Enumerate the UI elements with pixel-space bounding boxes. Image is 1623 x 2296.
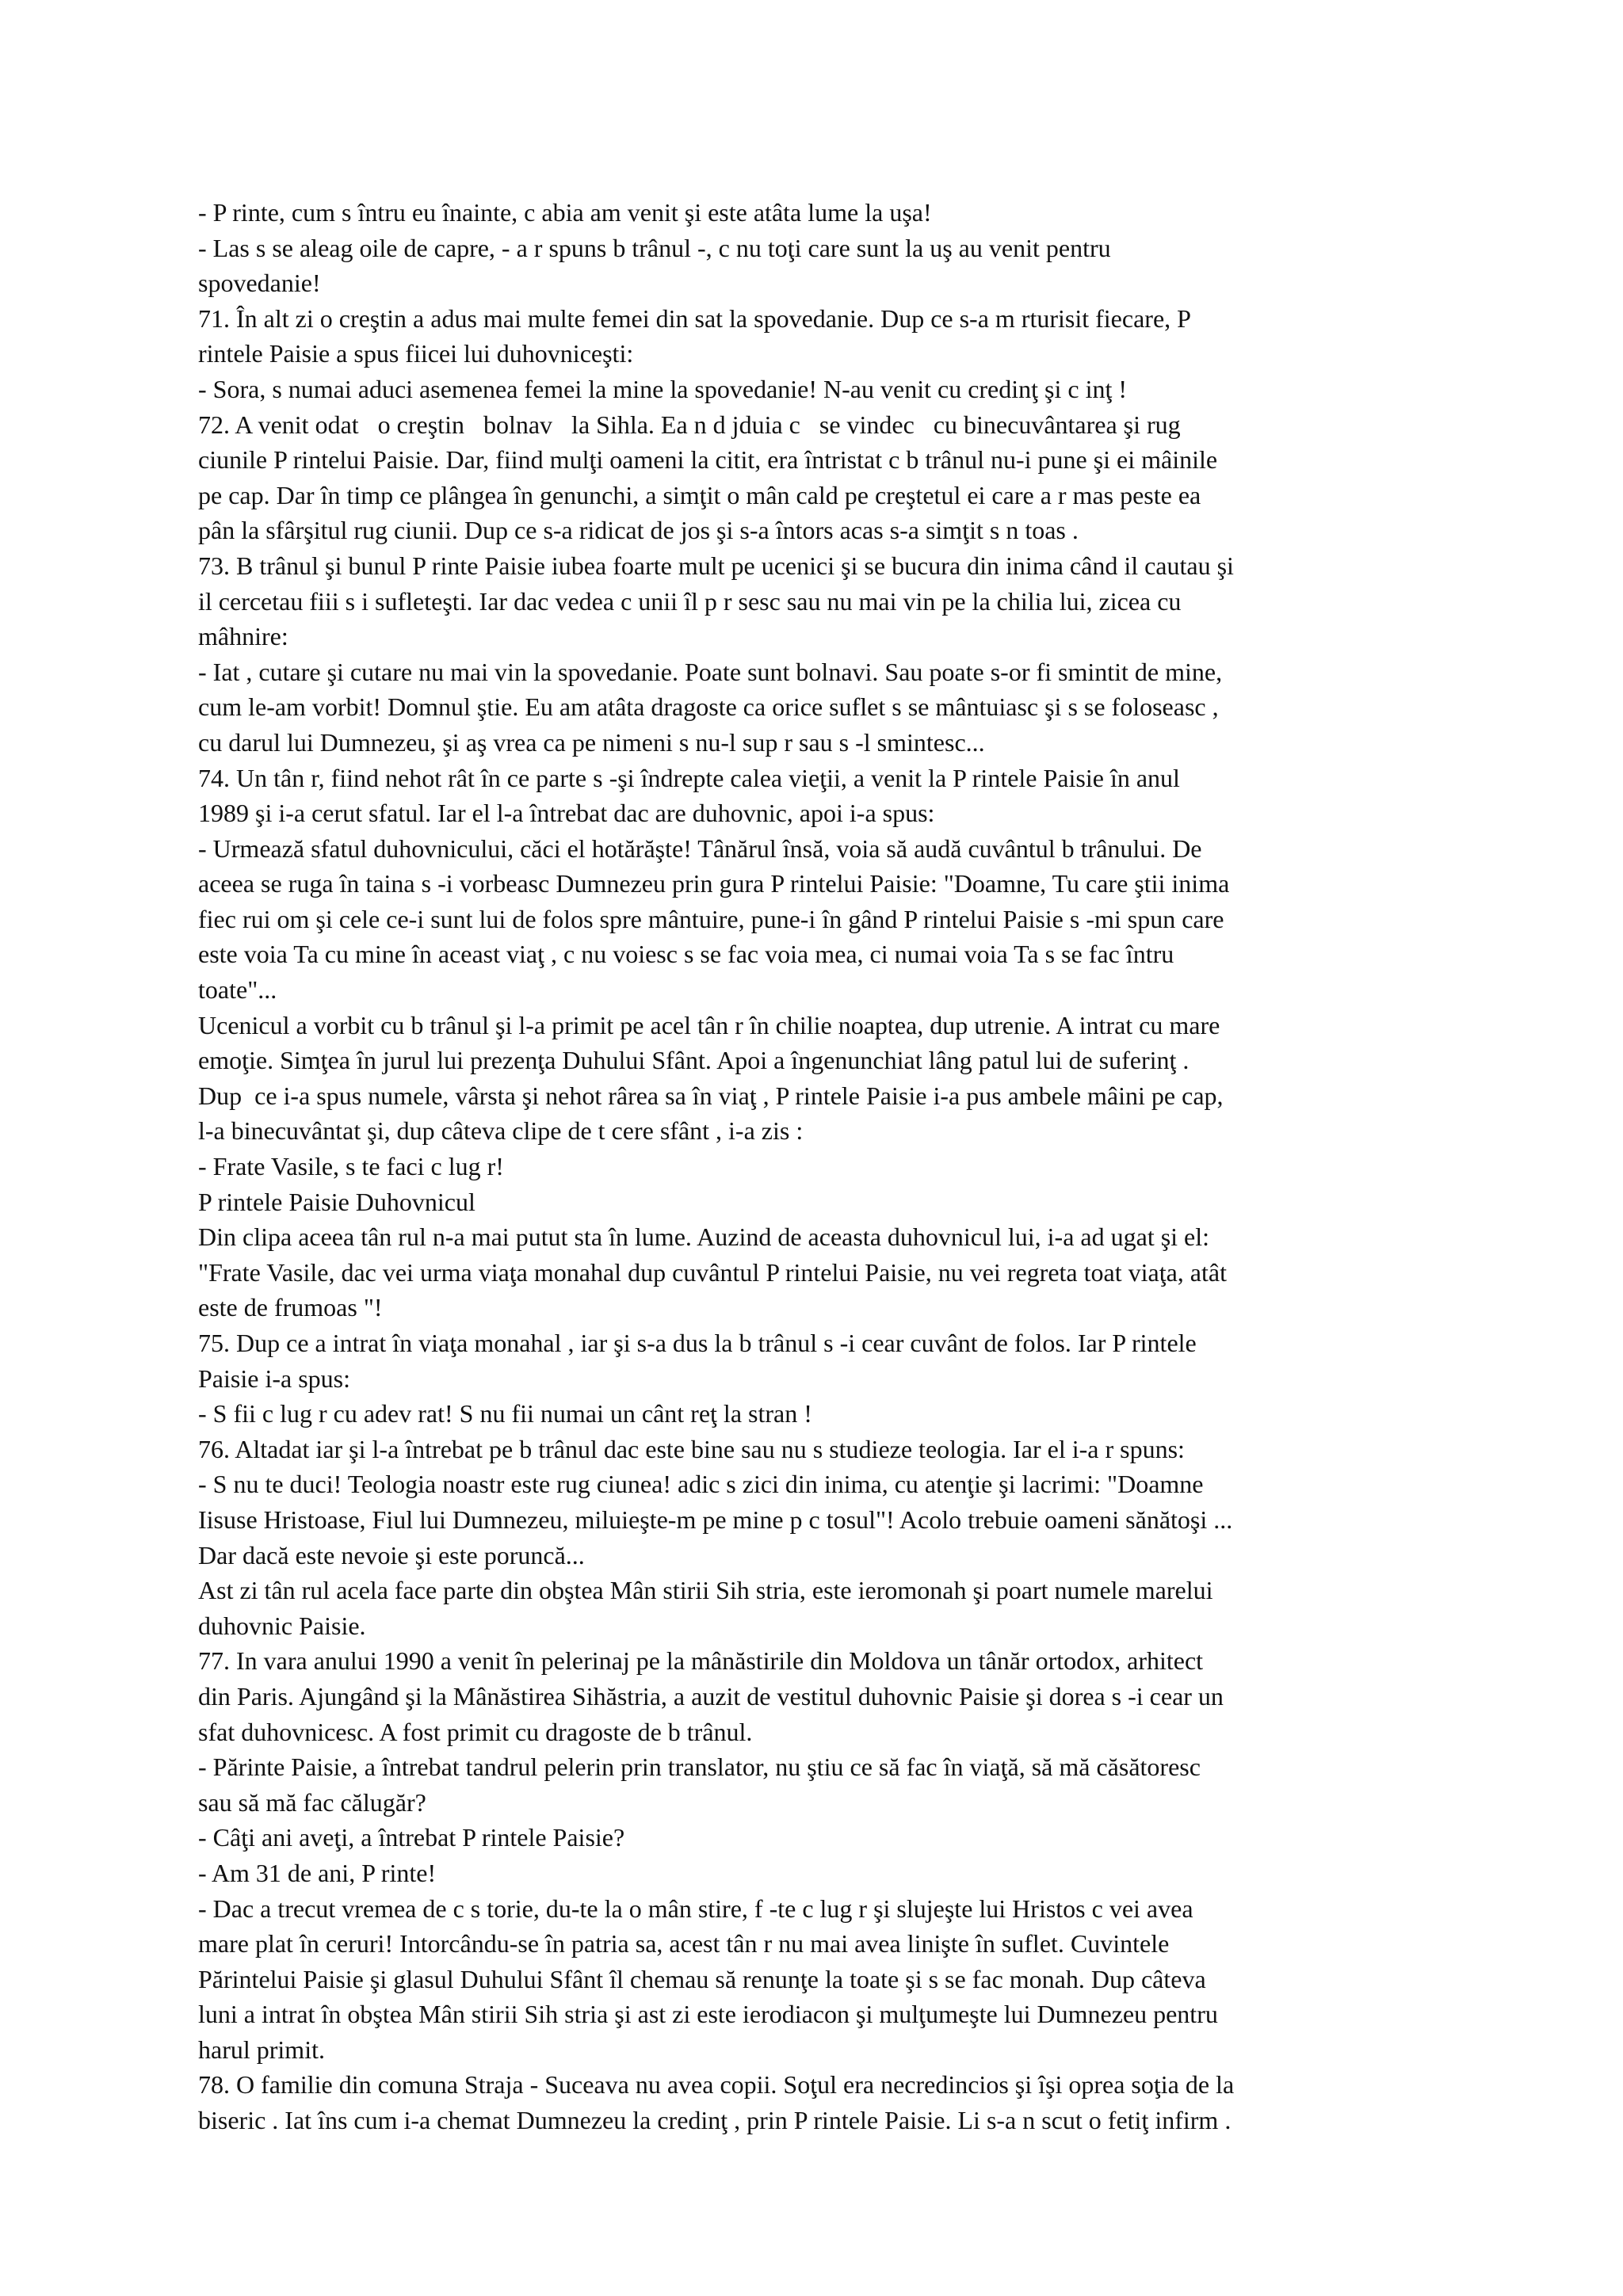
text-line: - Am 31 de ani, P rinte! [198,1858,437,1887]
text-line: - Sora, s numai aduci asemenea femei la mine la spovedanie! N-au venit cu credinţ şi c inţ ! [198,374,1128,403]
text-line: sfat duhovnicesc. A fost primit cu dragoste de b trânul. [198,1717,753,1746]
text-line: sau să mă fac călugăr? [198,1787,426,1817]
text-line: spovedanie! [198,269,321,298]
text-line: luni a intrat în obştea Mân stirii Sih stria şi ast zi este ierodiacon şi mulţumeşte lui Dumnezeu pentru [198,2000,1218,2029]
text-line: pe cap. Dar în timp ce plângea în genunchi, a simţit o mân cald pe creştetul ei care a r mas peste ea [198,480,1201,509]
text-line: Din clipa aceea tân rul n-a mai putut sta în lume. Auzind de aceasta duhovnicul lui, i-a ad ugat şi el: [198,1222,1210,1252]
text-line: aceea se ruga în taina s -i vorbeasc Dumnezeu prin gura P rintelui Paisie: "Doamne, Tu care ştii inima [198,869,1230,898]
text-line: il cercetau fiii s i sufleteşti. Iar dac vedea c unii îl p r sesc sau nu mai vin pe la chilia lui, zicea cu [198,586,1182,616]
text-line: pân la sfârşitul rug ciunii. Dup ce s-a ridicat de jos şi s-a întors acas s-a simţit s n toas . [198,516,1079,545]
text-line: 78. O familie din comuna Straja - Suceava nu avea copii. Soţul era necredincios şi îşi oprea soţia de la [198,2070,1235,2100]
text-line: Paisie i-a spus: [198,1363,350,1393]
text-line: duhovnic Paisie. [198,1611,366,1640]
text-line: "Frate Vasile, dac vei urma viaţa monahal dup cuvântul P rintelui Paisie, nu vei regreta toat viaţa, atât [198,1257,1227,1287]
text-line: 75. Dup ce a intrat în viaţa monahal , iar şi s-a dus la b trânul s -i cear cuvânt de folos. Iar P rintele [198,1329,1197,1357]
text-line: - S fii c lug r cu adev rat! S nu fii numai un cânt reţ la stran ! [198,1399,812,1428]
text-line: - Câţi ani aveţi, a întrebat P rintele Paisie? [198,1823,625,1852]
text-line: 73. B trânul şi bunul P rinte Paisie iubea foarte mult pe ucenici şi se bucura din inima când il cautau şi [198,551,1234,580]
text-line: harul primit. [198,2035,325,2064]
text-line: Ucenicul a vorbit cu b trânul şi l-a primit pe acel tân r în chilie noaptea, dup utrenie. A intrat cu mare [198,1010,1220,1039]
text-line: - Dac a trecut vremea de c s torie, du-te la o mân stire, f -te c lug r şi slujeşte lui Hristos c vei avea [198,1894,1193,1923]
document-page [198,195,1482,2138]
text-line: toate"... [198,975,277,1005]
text-line: 77. In vara anului 1990 a venit în pelerinaj pe la mânăstirile din Moldova un tânăr ortodox, arhitect [198,1646,1204,1676]
text-line: - Frate Vasile, s te faci c lug r! [198,1152,504,1181]
text-line: mare plat în ceruri! Intorcându-se în patria sa, acest tân r nu mai avea linişte în suflet. Cuvintele [198,1929,1170,1958]
text-line: - S nu te duci! Teologia noastr este rug ciunea! adic s zici din inima, cu atenţie şi lacrimi: "Doamne [198,1470,1204,1499]
text-line: 76. Altadat iar şi l-a întrebat pe b trânul dac este bine sau nu s studieze teologia. Iar el i-a r spuns: [198,1434,1185,1463]
text-line: Ast zi tân rul acela face parte din obştea Mân stirii Sih stria, este ieromonah şi poart numele marelui [198,1576,1213,1605]
text-line: - Urmează sfatul duhovnicului, căci el hotărăşte! Tânărul însă, voia să audă cuvântul b trânului. De [198,833,1202,863]
text-line: - Las s se aleag oile de capre, - a r spuns b trânul -, c nu toţi care sunt la uş au venit pentru [198,233,1111,262]
text-line: P rintele Paisie Duhovnicul [198,1187,475,1216]
text-line: - Părinte Paisie, a întrebat tandrul pelerin prin translator, nu ştiu ce să fac în viaţă, să mă căsătoresc [198,1753,1201,1782]
text-line: Dar dacă este nevoie şi este poruncă... [198,1540,585,1569]
text-line: rintele Paisie a spus fiicei lui duhovniceşti: [198,339,634,368]
text-line: Dup ce i-a spus numele, vârsta şi nehot rârea sa în viaţ , P rintele Paisie i-a pus ambele mâini pe cap, [198,1081,1224,1110]
text-line: 72. A venit odat o creştin bolnav la Sihla. Ea n d jduia c se vindec cu binecuvântarea şi rug [198,410,1181,439]
text-line: - P rinte, cum s întru eu înainte, c abia am venit şi este atâta lume la uşa! [198,198,932,227]
text-line: este voia Ta cu mine în aceast viaţ , c nu voiesc s se fac voia mea, ci numai voia Ta s se fac întru [198,940,1174,969]
text-line: din Paris. Ajungând şi la Mânăstirea Sihăstria, a auzit de vestitul duhovnic Paisie şi dorea s -i cear un [198,1681,1224,1711]
text-line: - Iat , cutare şi cutare nu mai vin la spovedanie. Poate sunt bolnavi. Sau poate s-or fi smintit de mine, [198,657,1223,686]
text-line: mâhnire: [198,622,288,651]
text-line: ciunile P rintelui Paisie. Dar, fiind mulţi oameni la citit, era întristat c b trânul nu-i pune şi ei mâinile [198,445,1218,475]
text-line: este de frumoas "! [198,1293,383,1322]
text-line: 74. Un tân r, fiind nehot rât în ce parte s -şi îndrepte calea vieţii, a venit la P rintele Paisie în anul [198,763,1180,792]
text-line: Părintelui Paisie şi glasul Duhului Sfânt îl chemau să renunţe la toate şi s se fac monah. Dup câteva [198,1964,1206,1993]
text-line: fiec rui om şi cele ce-i sunt lui de folos spre mântuire, pune-i în gând P rintelui Paisie s -mi spun care [198,904,1224,933]
text-line: Iisuse Hristoase, Fiul lui Dumnezeu, miluieşte-m pe mine p c tosul"! Acolo trebuie oameni sănătoşi ... [198,1505,1233,1534]
text-line: cum le-am vorbit! Domnul ştie. Eu am atâta dragoste ca orice suflet s se mântuiasc şi s se foloseasc , [198,692,1219,722]
text-line: 71. În alt zi o creştin a adus mai multe femei din sat la spovedanie. Dup ce s-a m rturisit fiecare, P [198,303,1191,333]
text-line: l-a binecuvântat şi, dup câteva clipe de t cere sfânt , i-a zis : [198,1116,804,1146]
text-line: emoţie. Simţea în jurul lui prezenţa Duhului Sfânt. Apoi a îngenunchiat lâng patul lui de suferinţ . [198,1046,1190,1075]
text-line: 1989 şi i-a cerut sfatul. Iar el l-a întrebat dac are duhovnic, apoi i-a spus: [198,799,935,828]
text-line: cu darul lui Dumnezeu, şi aş vrea ca pe nimeni s nu-l sup r sau s -l smintesc... [198,727,985,757]
text-line: biseric . Iat îns cum i-a chemat Dumnezeu la credinţ , prin P rintele Paisie. Li s-a n scut o fetiţ infirm . [198,2106,1232,2135]
